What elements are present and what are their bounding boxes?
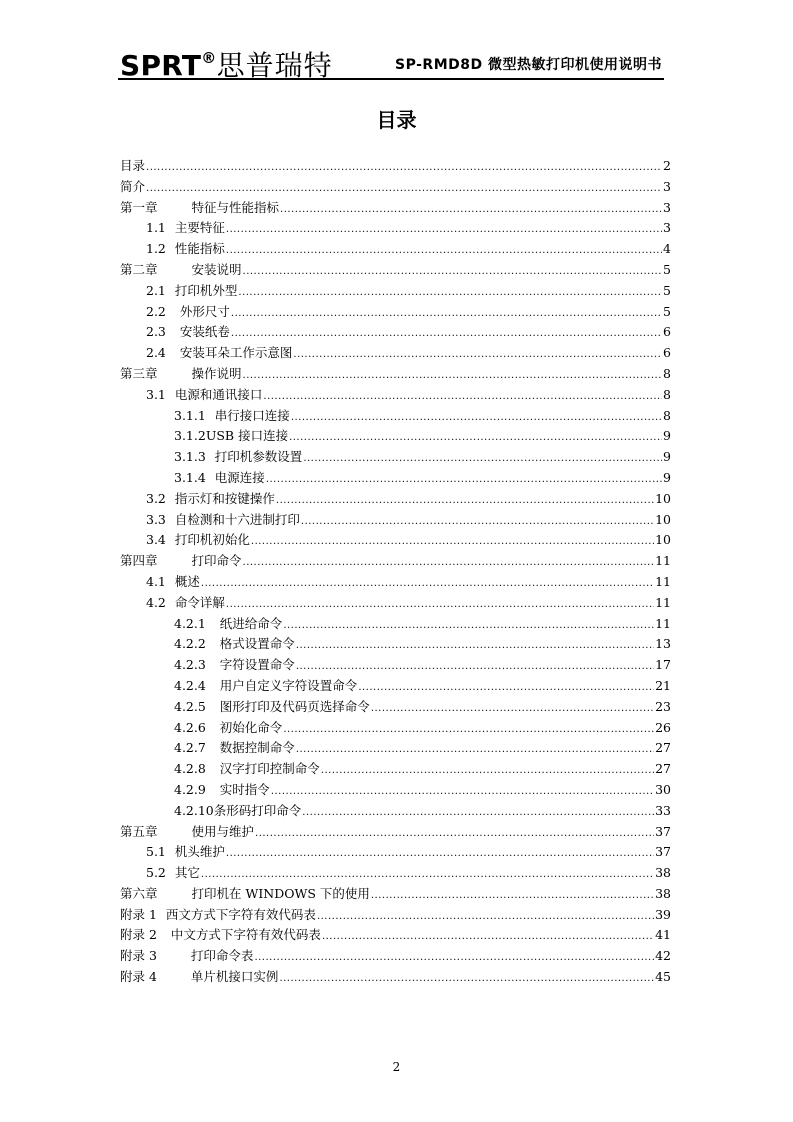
- toc-entry-number: 附录 3: [120, 948, 157, 964]
- toc-entry-number: 3.1: [146, 386, 166, 402]
- toc-entry-number: 3.1.3: [174, 449, 206, 465]
- toc-entry-label: [174, 759, 320, 780]
- toc-entry-title: 主要特征: [174, 220, 225, 236]
- toc-entry[interactable]: [120, 426, 671, 447]
- brand-chinese: 思普瑞特: [216, 49, 333, 82]
- toc-entry-number: 3.1.2: [174, 428, 206, 444]
- toc-entry-title: 用户自定义字符设置命令: [219, 677, 358, 693]
- toc-entry-title: 安装纸卷: [179, 324, 230, 340]
- dot-leader: [146, 179, 662, 200]
- toc-entry[interactable]: [120, 718, 671, 739]
- toc-entry-label: [146, 572, 200, 593]
- toc-entry-title: 纸进给命令: [219, 615, 283, 631]
- toc-entry[interactable]: [120, 738, 671, 759]
- dot-leader: [317, 907, 654, 928]
- toc-entry-page: 11: [655, 615, 671, 631]
- toc-entry-page: 11: [655, 594, 671, 610]
- toc-entry-page: 2: [663, 158, 671, 173]
- toc-entry-page: 11: [655, 553, 671, 569]
- toc-entry-number: 2.2: [146, 303, 166, 319]
- toc-entry[interactable]: [120, 489, 671, 510]
- dot-leader: [276, 491, 654, 512]
- dot-leader: [251, 532, 654, 553]
- toc-entry-page: 41: [655, 927, 671, 943]
- toc-entry-page: 27: [655, 761, 671, 777]
- toc-entry-label: [174, 406, 290, 427]
- dot-leader: [280, 200, 662, 221]
- toc-entry-number: 4.2.8: [174, 761, 206, 777]
- dot-leader: [279, 969, 654, 990]
- toc-entry[interactable]: [120, 302, 671, 323]
- toc-entry-title: 中文方式下字符有效代码表: [170, 927, 321, 943]
- toc-entry[interactable]: [120, 905, 671, 926]
- toc-entry-title: 打印机在 WINDOWS 下的使用: [191, 885, 370, 901]
- toc-entry-page: 10: [655, 511, 671, 527]
- toc-entry-number: 4.2.4: [174, 677, 206, 693]
- toc-entry-title: 外形尺寸: [179, 303, 230, 319]
- toc-entry-page: 8: [663, 407, 671, 423]
- toc-entry-title: 图形打印及代码页选择命令: [219, 698, 370, 714]
- dot-leader: [293, 345, 662, 366]
- toc-entry-page: 10: [655, 490, 671, 506]
- toc-entry-label: [120, 884, 370, 905]
- toc-entry-label: [146, 510, 300, 531]
- toc-entry-number: 第二章: [120, 261, 158, 277]
- toc-entry-number: 4.2.1: [174, 615, 206, 631]
- toc-entry-page: 39: [655, 906, 671, 922]
- toc-entry-label: [174, 676, 357, 697]
- dot-leader: [201, 574, 654, 595]
- toc-entry[interactable]: [120, 385, 671, 406]
- toc-entry-label: [120, 551, 242, 572]
- toc-entry-title: USB 接口连接: [205, 428, 289, 444]
- toc-entry-title: 打印机参数设置: [214, 449, 303, 465]
- dot-leader: [231, 304, 662, 325]
- toc-entry[interactable]: [120, 343, 671, 364]
- dot-leader: [296, 740, 654, 761]
- toc-entry-number: 3.1.4: [174, 469, 206, 485]
- dot-leader: [291, 408, 662, 429]
- toc-entry[interactable]: [120, 863, 671, 884]
- dot-leader: [371, 886, 654, 907]
- dot-leader: [226, 241, 662, 262]
- dot-leader: [263, 387, 662, 408]
- dot-leader: [271, 782, 654, 803]
- toc-entry-title: 自检测和十六进制打印: [174, 511, 300, 527]
- toc-entry-label: [120, 260, 242, 281]
- toc-entry-number: 2.1: [146, 282, 166, 298]
- toc-entry-number: 附录 1: [120, 906, 157, 922]
- toc-entry-number: 简介: [120, 178, 146, 194]
- toc-entry-label: [174, 718, 282, 739]
- toc-entry-title: 机头维护: [174, 844, 225, 860]
- toc-entry-number: 4.1: [146, 573, 166, 589]
- toc-entry[interactable]: [120, 801, 671, 822]
- toc-entry-label: [174, 614, 282, 635]
- toc-entry-label: [146, 842, 225, 863]
- toc-entry[interactable]: [120, 572, 671, 593]
- toc-entry-number: 第一章: [120, 199, 158, 215]
- dot-leader: [358, 678, 654, 699]
- toc-entry-title: 汉字打印控制命令: [219, 761, 320, 777]
- toc-entry-label: [146, 322, 230, 343]
- toc-entry-page: 42: [655, 948, 671, 964]
- toc-entry-label: [120, 905, 316, 926]
- toc-entry-number: 5.1: [146, 844, 166, 860]
- toc-entry-page: 9: [663, 428, 671, 444]
- dot-leader: [289, 428, 662, 449]
- toc-entry[interactable]: [120, 842, 671, 863]
- toc-entry-page: 33: [655, 802, 671, 818]
- toc-entry-label: [174, 655, 295, 676]
- toc-entry-number: 3.4: [146, 532, 166, 548]
- toc-entry-number: 附录 2: [120, 927, 157, 943]
- toc-entry-title: 打印命令表: [190, 948, 254, 964]
- toc-entry[interactable]: [120, 967, 671, 988]
- toc-entry-page: 5: [663, 282, 671, 298]
- toc-entry[interactable]: [120, 759, 671, 780]
- dot-leader: [238, 283, 662, 304]
- brand-logo: [120, 40, 333, 84]
- dot-leader: [243, 366, 663, 387]
- toc-entry-title: 指示灯和按键操作: [174, 490, 275, 506]
- toc-entry-label: [120, 177, 145, 198]
- toc-entry-page: 3: [663, 199, 671, 215]
- toc-entry[interactable]: [120, 406, 671, 427]
- toc-entry-label: [146, 489, 275, 510]
- toc-entry-title: 其它: [174, 865, 200, 881]
- dot-leader: [226, 220, 662, 241]
- toc-entry-label: [120, 198, 279, 219]
- dot-leader: [201, 865, 654, 886]
- dot-leader: [296, 636, 654, 657]
- toc-entry[interactable]: [120, 780, 671, 801]
- toc-entry-title: 单片机接口实例: [190, 969, 279, 985]
- toc-entry[interactable]: [120, 593, 671, 614]
- toc-entry-page: 37: [655, 823, 671, 839]
- toc-entry-title: 安装耳朵工作示意图: [179, 345, 293, 361]
- toc-entry[interactable]: [120, 447, 671, 468]
- dot-leader: [321, 761, 654, 782]
- dot-leader: [301, 512, 654, 533]
- toc-entry-title: 电源和通讯接口: [174, 386, 263, 402]
- dot-leader: [283, 616, 654, 637]
- toc-entry-label: [174, 447, 302, 468]
- toc-entry-number: 第三章: [120, 365, 158, 381]
- toc-entry-title: 字符设置命令: [219, 657, 295, 673]
- toc-entry-page: 27: [655, 740, 671, 756]
- toc-entry-page: 9: [663, 449, 671, 465]
- toc-entry[interactable]: [120, 468, 671, 489]
- dot-leader: [243, 553, 655, 574]
- toc-entry-page: 5: [663, 261, 671, 277]
- toc-entry-title: 条形码打印命令: [213, 802, 302, 818]
- toc-entry-page: 11: [655, 573, 671, 589]
- toc-entry-number: 第五章: [120, 823, 158, 839]
- toc-entry-number: 5.2: [146, 865, 166, 881]
- toc-entry-label: [120, 967, 278, 988]
- toc-entry[interactable]: [120, 634, 671, 655]
- toc-entry-number: 1.1: [146, 220, 166, 236]
- toc-entry-title: 初始化命令: [219, 719, 283, 735]
- toc-entry-label: [146, 218, 225, 239]
- toc-entry-number: 2.3: [146, 324, 166, 340]
- toc-entry-label: [120, 156, 145, 177]
- toc-entry-label: [146, 385, 262, 406]
- dot-leader: [296, 657, 654, 678]
- toc-entry[interactable]: [120, 655, 671, 676]
- toc-entry-page: 37: [655, 844, 671, 860]
- toc-entry-page: 6: [663, 324, 671, 340]
- toc-entry[interactable]: [120, 697, 671, 718]
- document-title: SP-RMD8D 微型热敏打印机使用说明书: [395, 57, 662, 73]
- toc-entry-page: 10: [655, 532, 671, 548]
- dot-leader: [266, 470, 662, 491]
- page-number: 2: [392, 1060, 401, 1074]
- toc-entry[interactable]: [120, 822, 671, 843]
- toc-entry[interactable]: [120, 925, 671, 946]
- toc-entry-number: 1.2: [146, 241, 166, 257]
- toc-entry-page: 3: [663, 178, 671, 194]
- dot-leader: [146, 158, 662, 179]
- toc-entry-number: 目录: [120, 158, 146, 173]
- toc-entry-label: [120, 364, 242, 385]
- toc-entry[interactable]: [120, 676, 671, 697]
- toc-entry-label: [174, 634, 295, 655]
- toc-entry-label: [120, 946, 253, 967]
- toc-entry-title: 串行接口连接: [214, 407, 290, 423]
- toc-entry-page: 4: [663, 241, 671, 257]
- toc-entry-number: 第六章: [120, 885, 158, 901]
- toc-entry-label: [174, 697, 370, 718]
- toc-entry[interactable]: [120, 884, 671, 905]
- toc-entry-title: 电源连接: [214, 469, 265, 485]
- dot-leader: [254, 948, 654, 969]
- toc-entry-number: 3.1.1: [174, 407, 206, 423]
- toc-entry-number: 4.2.10: [174, 802, 214, 818]
- dot-leader: [231, 324, 662, 345]
- dot-leader: [283, 720, 654, 741]
- toc-entry-label: [146, 530, 250, 551]
- toc-entry[interactable]: [120, 614, 671, 635]
- toc-entry[interactable]: [120, 364, 671, 385]
- toc-entry-page: 9: [663, 469, 671, 485]
- dot-leader: [243, 262, 663, 283]
- toc-entry-label: [174, 801, 301, 822]
- toc-entry-page: 3: [663, 220, 671, 236]
- toc-entry-title: 概述: [174, 573, 200, 589]
- toc-entry-number: 4.2.5: [174, 698, 206, 714]
- toc-entry-number: 2.4: [146, 345, 166, 361]
- toc-entry-title: 打印命令: [191, 553, 242, 569]
- toc-entry-page: 13: [655, 636, 671, 652]
- toc-entry-label: [120, 822, 254, 843]
- toc-entry-label: [174, 426, 288, 447]
- toc-entry[interactable]: [120, 198, 671, 219]
- toc-entry-title: 安装说明: [191, 261, 242, 277]
- toc-entry-label: [146, 239, 225, 260]
- toc-entry-number: 4.2: [146, 594, 166, 610]
- toc-entry-title: 格式设置命令: [219, 636, 295, 652]
- toc-entry-label: [146, 343, 292, 364]
- dot-leader: [371, 699, 654, 720]
- toc-entry-label: [146, 302, 230, 323]
- dot-leader: [226, 844, 654, 865]
- toc-entry[interactable]: [120, 510, 671, 531]
- toc-entry-label: [174, 780, 270, 801]
- toc-entry-title: 数据控制命令: [219, 740, 295, 756]
- toc-entry-number: 附录 4: [120, 969, 157, 985]
- dot-leader: [302, 803, 654, 824]
- toc-entry-label: [120, 925, 321, 946]
- toc-entry-number: 4.2.6: [174, 719, 206, 735]
- toc-entry-number: 第四章: [120, 553, 158, 569]
- toc-entry[interactable]: [120, 281, 671, 302]
- toc-entry-page: 26: [655, 719, 671, 735]
- toc-entry-page: 21: [655, 677, 671, 693]
- toc-entry-page: 38: [655, 865, 671, 881]
- toc-entry-number: 4.2.2: [174, 636, 206, 652]
- toc-entry-title: 西文方式下字符有效代码表: [165, 906, 316, 922]
- toc-entry-page: 6: [663, 345, 671, 361]
- toc-entry-number: 3.2: [146, 490, 166, 506]
- toc-entry-label: [146, 593, 225, 614]
- toc-entry-title: 打印机外型: [174, 282, 238, 298]
- toc-entry-label: [174, 738, 295, 759]
- toc-entry[interactable]: [120, 218, 671, 239]
- toc-heading: 目录: [376, 108, 417, 132]
- toc-entry-label: [174, 468, 265, 489]
- toc-entry[interactable]: [120, 239, 671, 260]
- toc-entry-number: 4.2.7: [174, 740, 206, 756]
- dot-leader: [255, 824, 654, 845]
- page-header: [118, 40, 664, 80]
- toc-entry-title: 命令详解: [174, 594, 225, 610]
- brand-latin: SPRT: [120, 49, 202, 82]
- toc-entry-page: 23: [655, 698, 671, 714]
- toc-entry-title: 打印机初始化: [174, 532, 250, 548]
- toc-entry-number: 4.2.9: [174, 781, 206, 797]
- dot-leader: [226, 595, 654, 616]
- toc-entry-title: 使用与维护: [191, 823, 255, 839]
- toc-entry-page: 30: [655, 781, 671, 797]
- toc-entry[interactable]: [120, 530, 671, 551]
- toc-entry[interactable]: [120, 177, 671, 198]
- dot-leader: [303, 449, 662, 470]
- table-of-contents: [120, 156, 671, 988]
- toc-entry-title: 性能指标: [174, 241, 225, 257]
- toc-entry-page: 5: [663, 303, 671, 319]
- toc-entry-number: 3.3: [146, 511, 166, 527]
- toc-entry-label: [146, 281, 237, 302]
- toc-entry[interactable]: [120, 322, 671, 343]
- toc-entry-page: 8: [663, 365, 671, 381]
- toc-entry-page: 45: [655, 969, 671, 985]
- toc-entry-number: 4.2.3: [174, 657, 206, 673]
- toc-entry-page: 8: [663, 386, 671, 402]
- toc-entry[interactable]: [120, 551, 671, 572]
- toc-entry-title: 操作说明: [191, 365, 242, 381]
- toc-entry-title: 特征与性能指标: [191, 199, 280, 215]
- toc-entry[interactable]: [120, 946, 671, 967]
- toc-entry-label: [146, 863, 200, 884]
- toc-entry-page: 17: [655, 657, 671, 673]
- dot-leader: [322, 927, 654, 948]
- toc-entry[interactable]: [120, 260, 671, 281]
- registered-mark: ®: [201, 49, 217, 67]
- toc-entry-title: 实时指令: [219, 781, 270, 797]
- toc-entry[interactable]: [120, 156, 671, 177]
- toc-entry-page: 38: [655, 885, 671, 901]
